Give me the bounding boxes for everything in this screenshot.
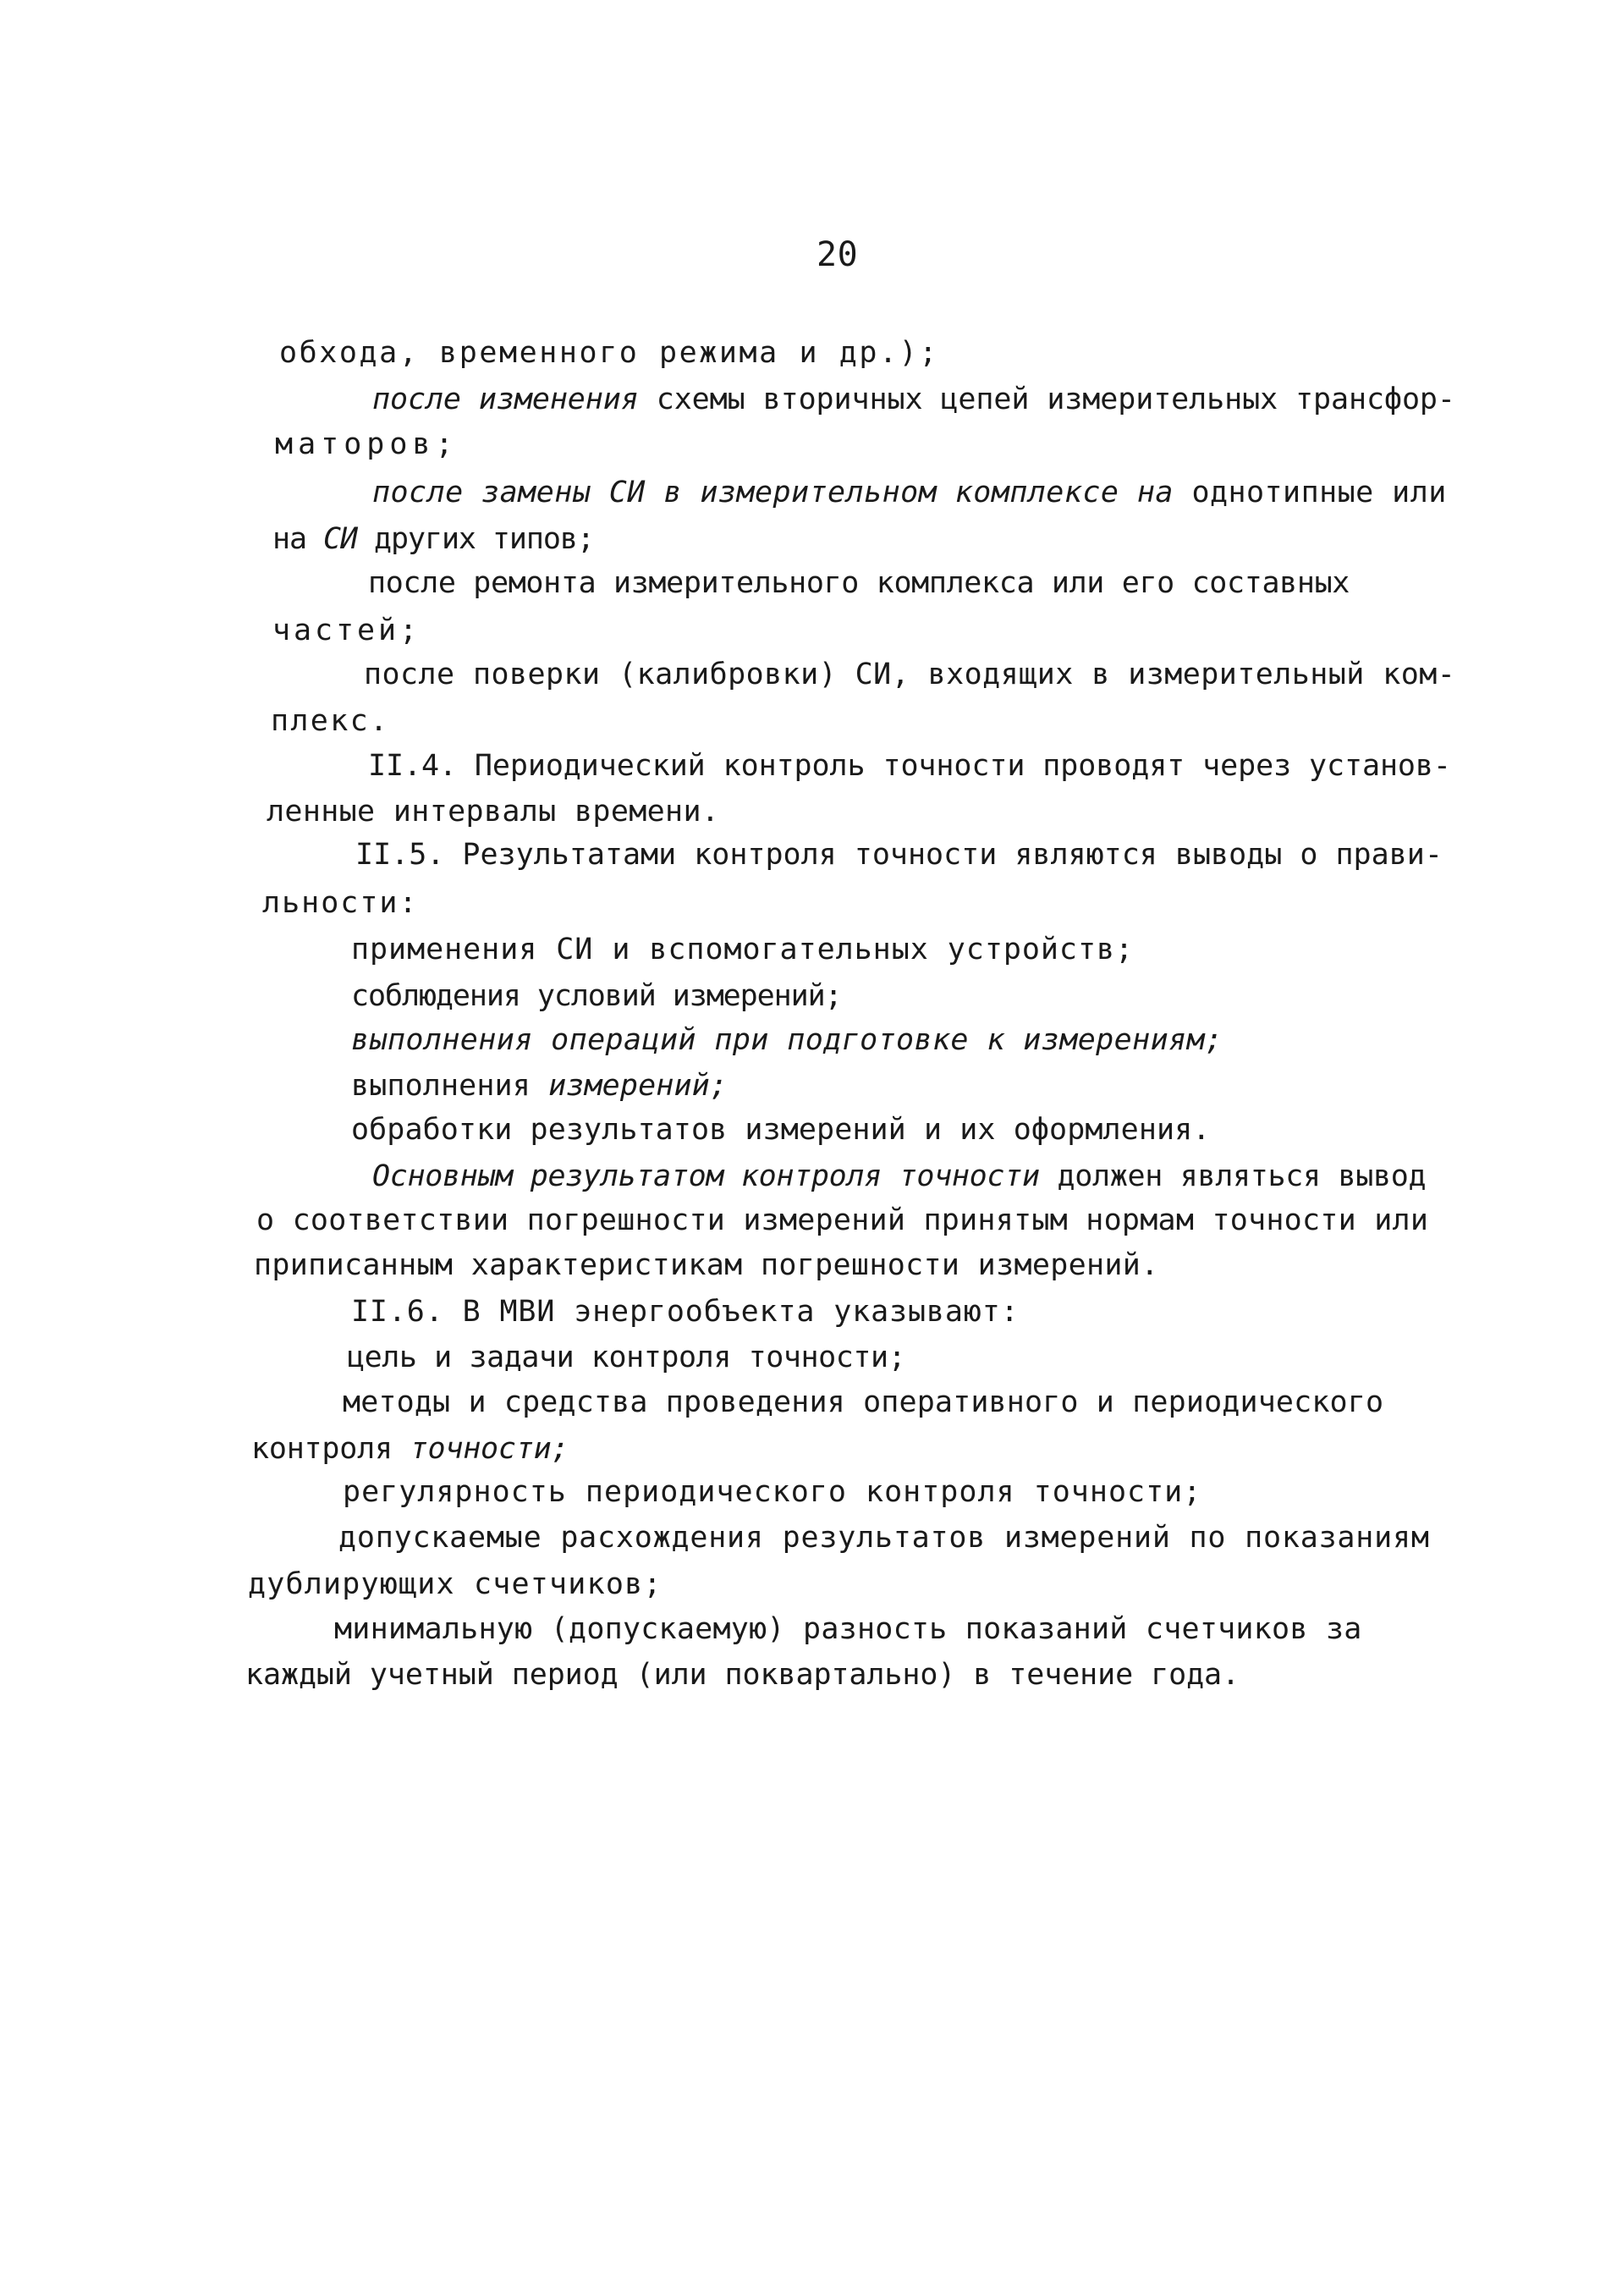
text-segment: точности; — [410, 1432, 569, 1466]
text-line — [256, 1203, 1429, 1237]
text-line — [343, 1475, 1202, 1509]
text-line — [351, 1071, 728, 1101]
text-segment: методы и средства проведения оперативного и периодического — [343, 1385, 1384, 1419]
text-segment: выполнения операций при подготовке к измерениям; — [351, 1023, 1223, 1057]
text-line — [251, 1434, 569, 1464]
text-segment: цель и задачи контроля точности; — [347, 1341, 906, 1374]
text-line — [368, 566, 1350, 600]
text-segment: плекс. — [271, 704, 390, 738]
text-segment: льности: — [262, 886, 419, 920]
text-segment: II.5. Результатами контроля точности являются выводы о прави- — [355, 838, 1443, 872]
text-segment: маторов; — [275, 427, 459, 461]
text-line — [254, 1248, 1159, 1282]
text-line — [368, 749, 1451, 783]
text-segment: приписанным характеристикам погрешности измерений. — [254, 1248, 1159, 1282]
text-segment: обхода, временного режима и др.); — [279, 336, 939, 370]
text-segment: выполнения — [351, 1069, 549, 1103]
text-segment: схемы вторичных цепей измерительных трансфор- — [656, 383, 1455, 416]
text-line — [267, 797, 719, 827]
text-segment: после изменения — [372, 383, 657, 416]
text-line — [372, 385, 1455, 415]
text-line — [275, 427, 459, 461]
text-line — [355, 840, 1443, 870]
text-line — [351, 979, 842, 1013]
text-segment: минимальную (допускаемую) разность показаний счетчиков за — [334, 1612, 1362, 1646]
text-segment: СИ — [322, 522, 374, 556]
text-line — [245, 1660, 1240, 1690]
text-line — [334, 1612, 1362, 1646]
text-segment: измерений; — [548, 1069, 729, 1103]
text-line — [372, 478, 1447, 508]
text-segment: Основным результатом контроля точности — [372, 1159, 1058, 1193]
text-line — [347, 1343, 905, 1373]
text-segment: каждый учетный период (или поквартально) в течение года. — [245, 1658, 1240, 1692]
text-segment: применения СИ и вспомогательных устройств; — [351, 933, 1135, 966]
text-line — [351, 935, 1134, 965]
text-line — [351, 1297, 1020, 1327]
text-segment: о соответствии погрешности измерений принятым нормам точности или — [256, 1203, 1429, 1237]
text-line — [272, 616, 421, 646]
text-line — [272, 522, 594, 556]
text-segment: после замены СИ в измерительном комплексе на — [372, 476, 1192, 509]
text-line — [271, 704, 390, 738]
text-line — [248, 1567, 663, 1601]
text-segment: допускаемые расхождения результатов измерений по показаниям — [338, 1521, 1430, 1555]
text-line — [279, 336, 939, 370]
text-segment: после поверки (калибровки) СИ, входящих в измерительный ком- — [364, 658, 1456, 691]
text-segment: частей; — [272, 614, 421, 647]
text-segment: однотипные или — [1191, 476, 1447, 509]
text-line — [338, 1523, 1430, 1553]
text-segment: должен являться вывод — [1057, 1159, 1427, 1193]
text-segment: после ремонта измерительного комплекса или его составных — [368, 566, 1350, 600]
text-line — [364, 660, 1455, 690]
text-segment: обработки результатов измерений и их оформления. — [351, 1113, 1211, 1147]
text-line — [343, 1385, 1384, 1419]
text-line — [372, 1159, 1427, 1193]
text-segment: соблюдения условий измерений; — [351, 979, 842, 1013]
text-segment: II.6. В МВИ энергообъекта указывают: — [351, 1295, 1020, 1329]
text-line — [351, 1115, 1210, 1145]
text-segment: других типов; — [373, 522, 594, 556]
text-segment: ленные интервалы времени. — [267, 795, 720, 829]
text-line — [351, 1023, 1223, 1057]
page-number: 20 — [816, 235, 859, 274]
text-segment: контроля — [251, 1432, 410, 1466]
text-segment: дублирующих счетчиков; — [248, 1567, 663, 1601]
text-line — [262, 886, 419, 920]
text-segment: регулярность периодического контроля точности; — [343, 1475, 1202, 1509]
text-segment: на — [272, 522, 323, 556]
text-segment: II.4. Периодический контроль точности проводят через установ- — [368, 749, 1451, 783]
